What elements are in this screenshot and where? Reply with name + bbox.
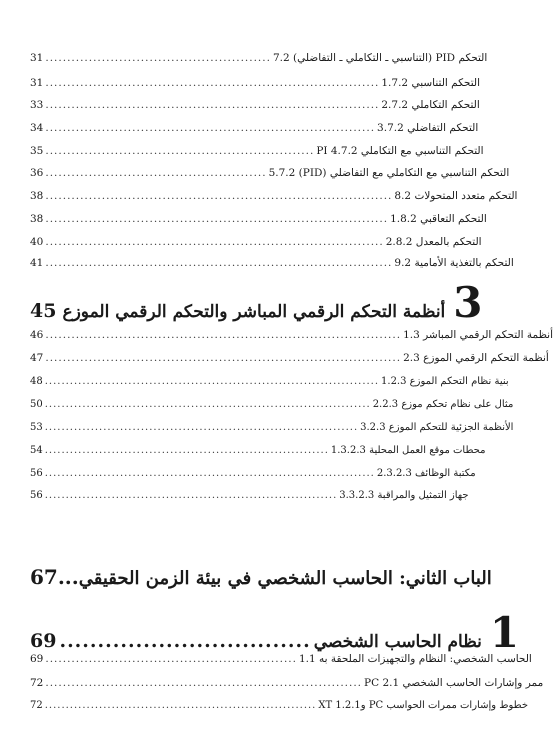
toc-entry bbox=[30, 329, 553, 341]
entry-title: أنظمة التحكم الرقمي الموزع 2.3 bbox=[403, 352, 549, 364]
toc-entry bbox=[30, 376, 509, 387]
page-number: 54 bbox=[30, 445, 43, 456]
page-number: 50 bbox=[30, 399, 43, 410]
dot-leader: .............................................................................. bbox=[44, 399, 371, 410]
toc-entry bbox=[30, 677, 544, 689]
dot-leader: .......................................................... bbox=[45, 653, 297, 665]
dot-leader: ............................................................................... bbox=[44, 468, 375, 479]
page-number: 56 bbox=[30, 490, 43, 501]
page-number: 56 bbox=[30, 468, 43, 479]
chapter-heading bbox=[30, 278, 483, 327]
page-number: 48 bbox=[30, 376, 43, 387]
entry-title: خطوط وإشارات ممرات الحواسب PC وXT 1.2.1 bbox=[318, 700, 529, 711]
page-number: 38 bbox=[30, 213, 44, 225]
dot-leader: ............................................................................. bbox=[45, 99, 380, 111]
toc-entry bbox=[30, 468, 476, 479]
dot-leader: .................................................................................. bbox=[45, 352, 402, 364]
entry-title: التحكم متعدد المتحولات 8.2 bbox=[394, 190, 518, 202]
entry-title: التحكم بالتغذية الأمامية 9.2 bbox=[394, 257, 514, 269]
page-number: 34 bbox=[30, 122, 44, 134]
page-number: 69 bbox=[30, 653, 44, 665]
entry-title: مكتبة الوظائف 2.3.2.3 bbox=[376, 468, 476, 479]
dot-leader: ................................................................................ bbox=[44, 376, 380, 387]
dot-leader: ...................................................................... bbox=[44, 490, 338, 501]
toc-entry bbox=[30, 257, 514, 269]
entry-title: التحكم التفاضلي 3.7.2 bbox=[377, 122, 479, 134]
page-number: 45 bbox=[30, 300, 57, 322]
dot-leader: .................................................... bbox=[45, 52, 271, 64]
page-number: 41 bbox=[30, 257, 44, 269]
page-number: 40 bbox=[30, 236, 44, 248]
page-number: 47 bbox=[30, 352, 44, 364]
toc-entry bbox=[30, 653, 532, 665]
page-number: 33 bbox=[30, 99, 44, 111]
entry-title: ممر وإشارات الحاسب الشخصي PC 2.1 bbox=[364, 677, 544, 689]
page-number: 67... bbox=[30, 565, 79, 589]
entry-title: التحكم PID (التناسبي ـ التكاملي ـ التفاضلي) 7.2 bbox=[272, 52, 488, 64]
page-number: 31 bbox=[30, 52, 44, 64]
toc-entry bbox=[30, 445, 486, 456]
entry-title: التحكم التناسبي 1.7.2 bbox=[381, 77, 480, 89]
dot-leader: ................................................................................ bbox=[45, 257, 393, 269]
chapter-number: 3 bbox=[453, 278, 483, 327]
page-number: 31 bbox=[30, 77, 44, 89]
chapter-title: أنظمة التحكم الرقمي المباشر والتحكم الرقمي الموزع bbox=[62, 302, 446, 322]
toc-entry bbox=[30, 422, 514, 433]
page-number: 53 bbox=[30, 422, 43, 433]
toc-entry bbox=[30, 190, 518, 202]
entry-title: أنظمة التحكم الرقمي المباشر 1.3 bbox=[403, 329, 553, 341]
page-number: 36 bbox=[30, 167, 44, 179]
entry-title: التحكم التعاقبي 1.8.2 bbox=[390, 213, 487, 225]
dot-leader: ................................................................................ bbox=[45, 190, 393, 202]
toc-entry bbox=[30, 352, 549, 364]
entry-title: الأنظمة الجزئية للتحكم الموزع 3.2.3 bbox=[360, 422, 514, 433]
toc-entry bbox=[30, 77, 480, 89]
toc-entry bbox=[30, 213, 487, 225]
page-number: 72 bbox=[30, 677, 44, 689]
dot-leader: ............................................................................... bbox=[45, 213, 389, 225]
toc-entry bbox=[30, 236, 482, 248]
page-number: 69 bbox=[30, 630, 57, 652]
dot-leader: .............................................................. bbox=[45, 145, 315, 157]
dot-leader: ............................................................................. bbox=[45, 77, 380, 89]
toc-entry bbox=[30, 99, 480, 111]
entry-title: التحكم التكاملي 2.7.2 bbox=[381, 99, 480, 111]
entry-title: التحكم بالمعدل 2.8.2 bbox=[385, 236, 482, 248]
toc-entry bbox=[30, 145, 484, 157]
entry-title: بنية نظام التحكم الموزع 1.2.3 bbox=[381, 376, 509, 387]
toc-entry bbox=[30, 167, 510, 179]
chapter-title: نظام الحاسب الشخصي bbox=[313, 632, 482, 652]
toc-entry bbox=[30, 399, 514, 410]
dot-leader: ........................................................................... bbox=[44, 422, 359, 433]
dot-leader: ................................................................. bbox=[44, 700, 317, 711]
dot-leader: ......................................................................... bbox=[45, 677, 363, 689]
toc-entry bbox=[30, 700, 529, 711]
page-number: 46 bbox=[30, 329, 44, 341]
dot-leader: ............................................................................ bbox=[45, 122, 376, 134]
toc-entry bbox=[30, 52, 488, 64]
dot-leader: ................................................... bbox=[45, 167, 267, 179]
dot-leader: .............................................................................. bbox=[45, 236, 384, 248]
page-number: 35 bbox=[30, 145, 44, 157]
dot-leader: .................................................................................. bbox=[45, 329, 402, 341]
part-title: الباب الثاني: الحاسب الشخصي في بيئة الزمن الحقيقي bbox=[78, 568, 492, 589]
entry-title: مثال على نظام تحكم موزع 2.2.3 bbox=[372, 399, 514, 410]
part-heading bbox=[30, 565, 492, 589]
dot-leader: ................................. bbox=[59, 630, 311, 652]
entry-title: الحاسب الشخصي: النظام والتجهيزات الملحقة به 1.1 bbox=[298, 653, 532, 665]
entry-title: التحكم التناسبي مع التكاملي PI 4.7.2 bbox=[316, 145, 484, 157]
entry-title: محطات موقع العمل المحلية 1.3.2.3 bbox=[330, 445, 486, 456]
chapter-heading bbox=[30, 608, 520, 657]
page-number: 38 bbox=[30, 190, 44, 202]
toc-entry bbox=[30, 122, 479, 134]
toc-entry bbox=[30, 490, 469, 501]
chapter-number: 1 bbox=[489, 608, 520, 657]
page-number: 72 bbox=[30, 700, 43, 711]
dot-leader: .................................................................... bbox=[44, 445, 329, 456]
entry-title: جهاز التمثيل والمراقبة 3.3.2.3 bbox=[339, 490, 469, 501]
entry-title: التحكم التناسبي مع التكاملي مع التفاضلي (PID) 5.7.2 bbox=[268, 167, 510, 179]
